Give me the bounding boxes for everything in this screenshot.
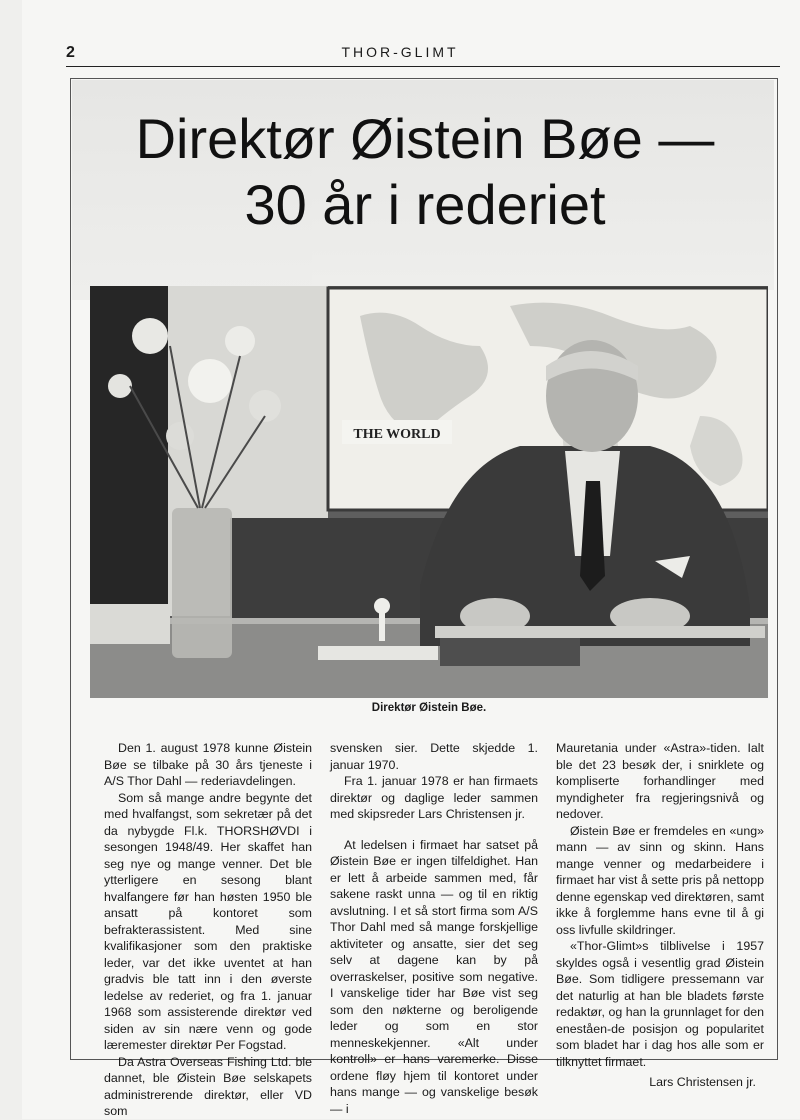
paragraph: Som så mange andre begynte det med hvalfangst, som sekretær på det da nybygde Fl.k. THORSHØVDI i sesongen 1948/49. Her skaffet han seg nye og mange venner. Det ble ytterligere en sesong blant hvalfangere før han høsten 1950 ble ansatt på kontoret som befrakterassistent. Med sine kvalifikasjoner som den praktiske leder, var det ikke uventet at han gradvis ble tatt inn i den øverste ledelse av rederiet, og fra 1. januar 1968 som assisterende direktør ved siden av sin nære venn og gode læremester direktør Per Fogstad.: [104, 790, 312, 1052]
paragraph: Øistein Bøe er fremdeles en «ung» mann — av sinn og skinn. Hans mange venner og medarbeidere i firmaet har vist å sette pris på nettopp denne egenskap ved direktøren, samt ikke å forglemme hans evne til å gi oss livfulle skildringer.: [556, 823, 765, 937]
article-photo: [90, 286, 768, 698]
text-column-2: [330, 740, 538, 1120]
paragraph: Fra 1. januar 1978 er han firmaets direktør og daglige leder sammen med skipsreder Lars Christensen jr.: [330, 774, 538, 821]
paragraph: Mauretania under «Astra»-tiden. Ialt ble det 23 besøk der, i snirklete og kompliserte forhandlinger med myndigheter fra regjeringsnivå og nedover.: [556, 741, 764, 821]
running-head: THOR-GLIMT: [341, 44, 459, 60]
paragraph: At ledelsen i firmaet har satset på Øistein Bøe er ingen tilfeldighet. Han er lett å arbeide sammen med, får sakene raskt unna — og til en riktig avslutning. I et så stort firma som A/S Thor Dahl med så mange forskjellige aktiviteter og ansatte, sier det seg selv at dagene kan by på overraskelser, positive som negative. I vanskelige tider har Bøe vist seg som den nøkterne og beroligende leder og som en stor menneskekjenner. «Alt under kontroll» er hans varemerke. Disse ordene fløy hjem til kontoret under hans mange — og vanskelige besøk — i: [330, 837, 538, 1116]
paragraph: svensken sier. Dette skjedde 1. januar 1970.: [330, 741, 538, 772]
paragraph: Da Astra Overseas Fishing Ltd. ble dannet, ble Øistein Bøe selskapets administrerende direktør, eller VD som: [104, 1054, 312, 1118]
photo-caption: Direktør Øistein Bøe.: [371, 702, 487, 714]
author-signature: Lars Christensen jr.: [649, 1075, 756, 1089]
headline: [72, 106, 778, 238]
article-body: [104, 740, 764, 1120]
page-number: 2: [66, 44, 75, 61]
header-rule: [66, 66, 780, 67]
headline-line-1: Direktør Øistein Bøe —: [135, 107, 715, 170]
paragraph: «Thor-Glimt»s tilblivelse i 1957 skyldes også i vesentlig grad Øistein Bøe. Som tidligere pressemann var det naturlig at han ble bladets første redaktør, og han la grunnlaget for den eneståen-de posisjon og popularitet som bladet har i dag hos alle som er tilknyttet firmaet.: [556, 939, 764, 1069]
text-column-3: [556, 740, 764, 1120]
headline-line-2: 30 år i rederiet: [244, 173, 606, 236]
text-column-1: [104, 740, 312, 1120]
map-label: THE WORLD: [353, 427, 441, 442]
paragraph: Den 1. august 1978 kunne Øistein Bøe se tilbake på 30 års tjeneste i A/S Thor Dahl — rederiavdelingen.: [104, 741, 312, 788]
